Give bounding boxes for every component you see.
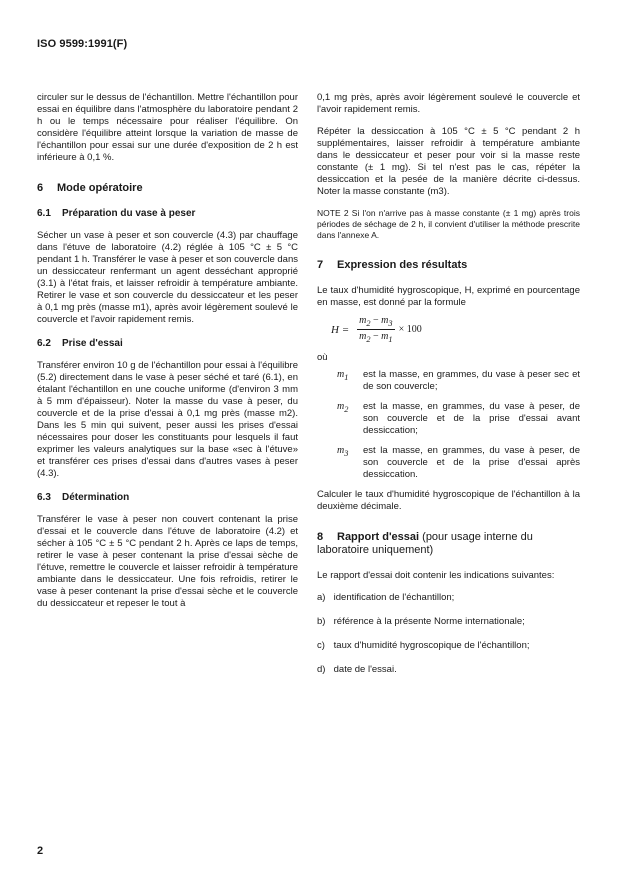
list-item-label: b) <box>317 616 326 627</box>
denominator-sub-a: 2 <box>366 335 371 344</box>
definition-symbol <box>317 445 363 481</box>
symbol-sub: 1 <box>344 373 349 382</box>
definition-m2 <box>317 401 580 437</box>
numerator-sub-a: 2 <box>366 319 371 328</box>
section-title: Mode opératoire <box>57 182 143 194</box>
definition-m3 <box>317 445 580 481</box>
symbol-var: m <box>337 401 345 412</box>
intro-paragraph: circuler sur le dessus de l'échantillon. Mettre l'échantillon pour essai en équilibre dans l'atmosphère du laboratoire pendant 2 h ou le temps nécessaire pour réaliser l'équilibre. On considère l'équilibre atteint lorsque la variation de masse de l'échantillon pour essai sur une durée d'exposition de 2 h est inférieure à 0,1 %. <box>37 92 298 163</box>
document-header: ISO 9599:1991(F) <box>37 38 128 50</box>
definition-m1 <box>317 369 580 393</box>
section-6-3-text: Transférer le vase à peser non couvert contenant la prise d'essai et le couvercle dans l'étuve de laboratoire (4.2) et sécher à 105 °C ± 5 °C pendant 2 h. Après ce laps de temps, retirer le vase à peser contenant la prise d'essai sèche de l'étuve, remettre le couvercle et laisser refroidir à température ambiante dans le dessiccateur. Une fois refroidis, retirer le vase à peser contenant la prise d'essai sèche et le couvercle du dessiccateur et repeser le tout à <box>37 514 298 609</box>
denominator-operator: − <box>370 331 382 342</box>
formula-numerator <box>357 315 394 330</box>
definition-text: est la masse, en grammes, du vase à peser sec et de son couvercle; <box>363 369 580 392</box>
subsection-title: Détermination <box>62 492 130 503</box>
formula-lhs: H = <box>331 323 350 336</box>
list-item <box>317 592 580 604</box>
definition-text: est la masse, en grammes, du vase à peser, de son couvercle et de la prise d'essai après dessiccation. <box>363 445 580 480</box>
formula-denominator <box>357 330 394 344</box>
section-8-text: Le rapport d'essai doit contenir les indications suivantes: <box>317 570 555 581</box>
right-column <box>317 92 580 688</box>
section-8-heading <box>317 531 580 557</box>
section-number: 7 <box>317 259 324 271</box>
formula-multiplier: × 100 <box>398 324 422 335</box>
list-item-label: c) <box>317 640 325 651</box>
subsection-title: Prise d'essai <box>62 338 123 349</box>
formula-fraction <box>357 315 394 344</box>
list-item-label: d) <box>317 664 326 675</box>
denominator-var-b: m <box>381 331 389 342</box>
numerator-sub-b: 3 <box>388 319 393 328</box>
left-column <box>37 92 298 610</box>
section-7-heading <box>317 259 580 272</box>
section-6-2-text: Transférer environ 10 g de l'échantillon pour essai à l'équilibre (5.2) directement dans le vase à peser séché et taré (6.1), en étalant l'échantillon en une couche uniforme (d'environ 3 mm à 5 mm d'épaisseur). Noter la masse du vase à peser, du couvercle et de la prise d'essai à 0,1 mg près (masse m2). Dans les 5 min qui suivent, peser aussi les prises d'essai nécessaires pour doser les constituants pour lesquels il faut exprimer les valeurs analytiques sur la base «sec à l'étuve» et transférer ces prises d'essai dans d'autres vases à peser (4.3). <box>37 360 298 479</box>
list-item-text: identification de l'échantillon; <box>333 592 455 603</box>
numerator-operator: − <box>370 315 382 326</box>
subsection-number: 6.2 <box>37 338 51 349</box>
list-item <box>317 616 580 628</box>
symbol-var: m <box>337 369 345 380</box>
page-number: 2 <box>37 845 44 857</box>
definition-symbol <box>317 401 363 437</box>
section-6-1-heading <box>37 208 298 220</box>
section-number: 8 <box>317 531 324 543</box>
section-title: Rapport d'essai <box>337 531 420 543</box>
repeat-paragraph: Répéter la dessiccation à 105 °C ± 5 °C pendant 2 h supplémentaires, laisser refroidir à température ambiante dans le dessiccateur et peser pour voir si la masse reste constante (± 1 mg). Si tel n'est pas le cas, répéter la dessiccation et la pesée de la manière décrite ci-dessus. Noter la masse constante (m3). <box>317 126 580 197</box>
list-item <box>317 664 580 676</box>
subsection-title: Préparation du vase à peser <box>62 208 196 219</box>
subsection-number: 6.3 <box>37 492 51 503</box>
humidity-formula <box>331 315 580 344</box>
continuation-paragraph: 0,1 mg près, après avoir légèrement soulevé le couvercle et l'avoir rapidement remis. <box>317 92 580 115</box>
definition-symbol <box>317 369 363 393</box>
symbol-sub: 3 <box>344 449 349 458</box>
list-item <box>317 640 580 652</box>
numerator-var-b: m <box>381 315 389 326</box>
list-item-label: a) <box>317 592 326 603</box>
list-item-text: référence à la présente Norme internationale; <box>333 616 525 627</box>
subsection-number: 6.1 <box>37 208 51 219</box>
section-title-suffix: (pour usage interne du laboratoire uniquement) <box>317 531 533 556</box>
denominator-var-a: m <box>359 331 367 342</box>
section-6-2-heading <box>37 338 298 350</box>
definition-text: est la masse, en grammes, du vase à peser, de son couvercle et de la prise d'essai avant dessiccation; <box>363 401 580 436</box>
list-item-text: taux d'humidité hygroscopique de l'échantillon; <box>333 640 530 651</box>
section-7-text: Le taux d'humidité hygroscopique, H, exprimé en pourcentage en masse, est donné par la formule <box>317 285 580 308</box>
where-label: où <box>317 352 328 363</box>
denominator-sub-b: 1 <box>388 335 393 344</box>
symbol-var: m <box>337 445 345 456</box>
note-2: NOTE 2 Si l'on n'arrive pas à masse constante (± 1 mg) après trois périodes de séchage de 2 h, il convient d'utiliser la méthode prescrite dans l'annexe A. <box>317 208 580 240</box>
section-title: Expression des résultats <box>337 259 468 271</box>
section-6-heading <box>37 182 298 195</box>
numerator-var-a: m <box>359 315 367 326</box>
list-item-text: date de l'essai. <box>333 664 397 675</box>
section-number: 6 <box>37 182 44 194</box>
section-6-1-text: Sécher un vase à peser et son couvercle (4.3) par chauffage dans l'étuve de laboratoire (4.2) réglée à 105 °C ± 5 °C pendant 1 h. Transférer le vase à peser et son couvercle dans un dessiccateur renfermant un agent desséchant approprié (3.1) à l'état frais, et laisser refroidir à température ambiante. Retirer le vase et son couvercle du dessiccateur et les peser à 0,1 mg près (masse m1), après avoir légèrement soulevé le couvercle et l'avoir rapidement remis. <box>37 230 298 325</box>
symbol-sub: 2 <box>344 405 349 414</box>
section-6-3-heading <box>37 492 298 504</box>
calculation-paragraph: Calculer le taux d'humidité hygroscopique de l'échantillon à la deuxième décimale. <box>317 489 580 512</box>
